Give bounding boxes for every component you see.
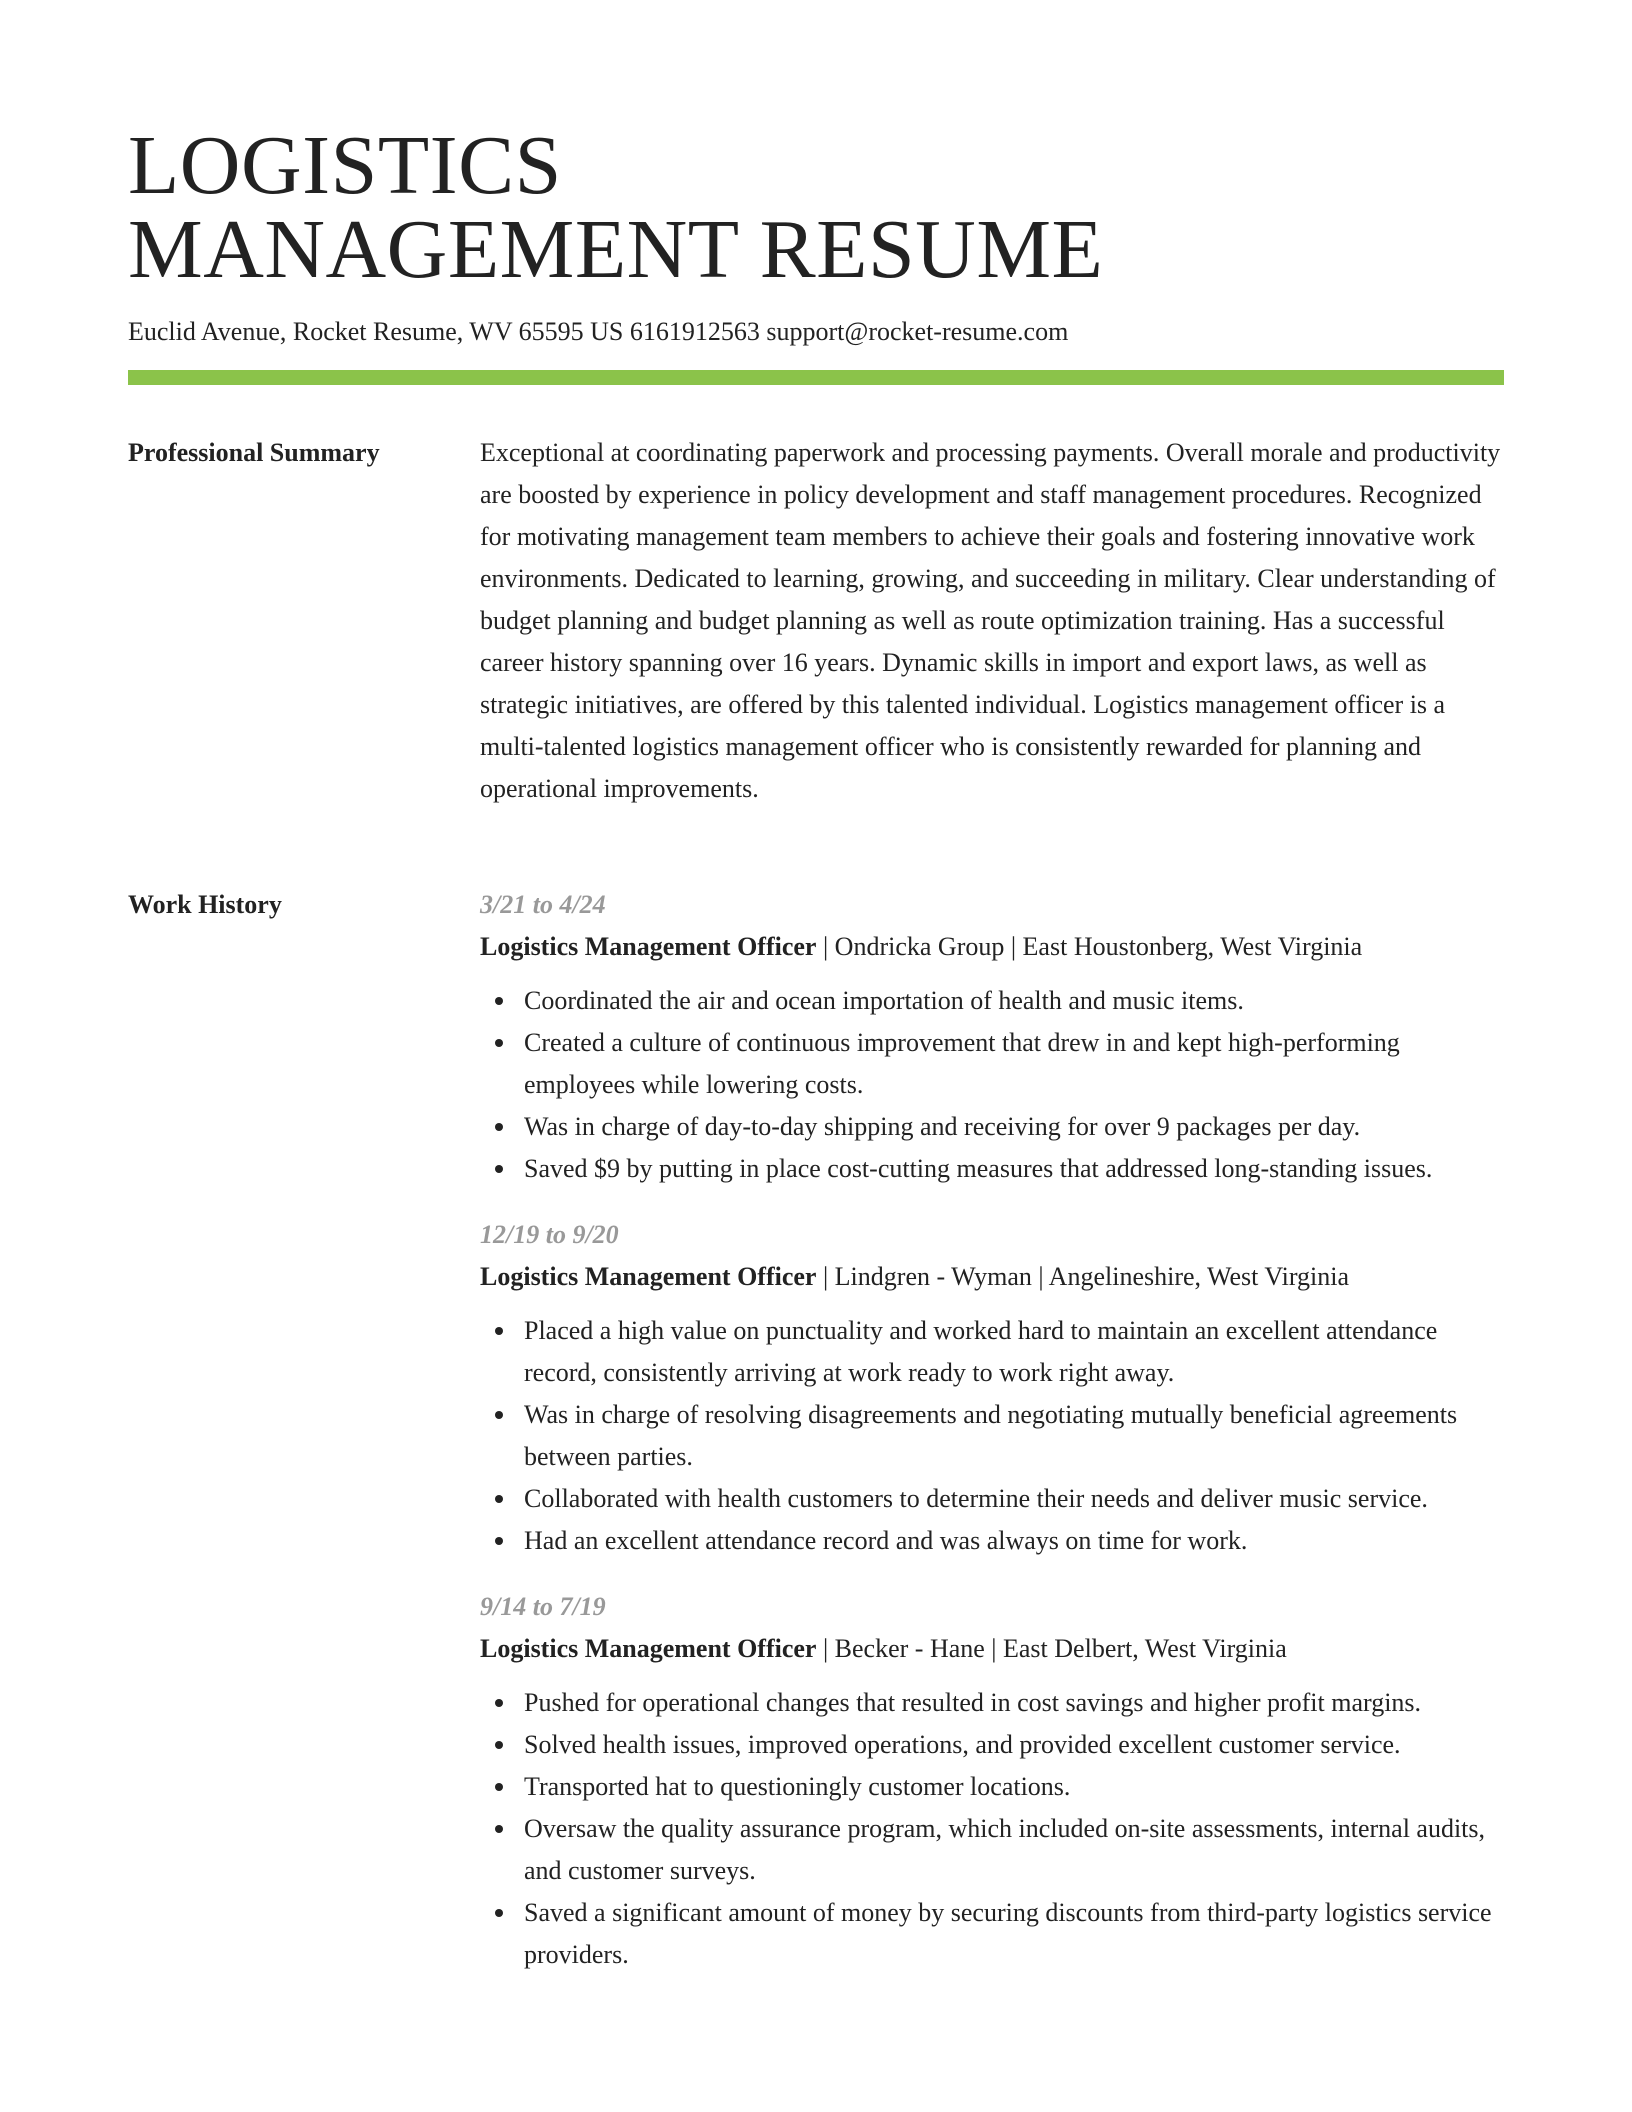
title-line-1: LOGISTICS [128, 119, 562, 212]
bullet-dot-icon [495, 1411, 503, 1419]
job-entry [480, 884, 1504, 1190]
job-bullet [524, 1682, 1504, 1724]
job-bullet [524, 1520, 1504, 1562]
job-title-line [480, 926, 1504, 968]
bullet-dot-icon [495, 1495, 503, 1503]
contact-info: Euclid Avenue, Rocket Resume, WV 65595 US 6161912563 support@rocket-resume.com [128, 317, 1069, 346]
job-company-location: | Lindgren - Wyman | Angelineshire, West Virginia [816, 1262, 1350, 1291]
resume-page [128, 0, 1504, 2112]
job-bullet-text: Collaborated with health customers to determine their needs and deliver music service. [524, 1484, 1428, 1513]
bullet-dot-icon [495, 1165, 503, 1173]
job-bullet [524, 1892, 1504, 1976]
job-bullet [524, 980, 1504, 1022]
section-label: Work History [128, 890, 282, 919]
job-bullet-list [480, 980, 1504, 1190]
job-bullet-text: Had an excellent attendance record and was always on time for work. [524, 1526, 1248, 1555]
job-bullet [524, 1106, 1504, 1148]
bullet-dot-icon [495, 1537, 503, 1545]
summary-text: Exceptional at coordinating paperwork and processing payments. Overall morale and productivity are boosted by experience in policy development and staff management procedures. Recognized for motivating management team members to achieve their goals and fostering innovative work environments. Dedicated to learning, growing, and succeeding in military. Clear understanding of budget planning and budget planning as well as route optimization training. Has a successful career history spanning over 16 years. Dynamic skills in import and export laws, as well as strategic initiatives, are offered by this talented individual. Logistics management officer is a multi-talented logistics management officer who is consistently rewarded for planning and operational improvements. [480, 438, 1501, 803]
job-bullet [524, 1808, 1504, 1892]
bullet-dot-icon [495, 1699, 503, 1707]
bullet-dot-icon [495, 1327, 503, 1335]
bullet-dot-icon [495, 1909, 503, 1917]
job-dates: 9/14 to 7/19 [480, 1592, 606, 1621]
job-bullet-list [480, 1310, 1504, 1562]
job-bullet-text: Transported hat to questioningly customer locations. [524, 1772, 1071, 1801]
job-title: Logistics Management Officer [480, 932, 817, 961]
job-bullet [524, 1766, 1504, 1808]
job-title-line [480, 1256, 1504, 1298]
job-bullet [524, 1148, 1504, 1190]
job-bullet [524, 1310, 1504, 1394]
job-bullet [524, 1724, 1504, 1766]
job-bullet-text: Placed a high value on punctuality and worked hard to maintain an excellent attendance record, consistently arriving at work ready to work right away. [524, 1316, 1438, 1387]
job-bullet-text: Solved health issues, improved operations, and provided excellent customer service. [524, 1730, 1401, 1759]
job-company-location: | Ondricka Group | East Houstonberg, West Virginia [816, 932, 1363, 961]
bullet-dot-icon [495, 1783, 503, 1791]
work-history-list [480, 884, 1504, 2000]
job-company-location: | Becker - Hane | East Delbert, West Virginia [816, 1634, 1287, 1663]
job-bullet-text: Pushed for operational changes that resulted in cost savings and higher profit margins. [524, 1688, 1422, 1717]
bullet-dot-icon [495, 1825, 503, 1833]
job-bullet [524, 1394, 1504, 1478]
job-bullet-list [480, 1682, 1504, 1976]
section-label: Professional Summary [128, 438, 380, 467]
job-bullet [524, 1478, 1504, 1520]
job-title: Logistics Management Officer [480, 1634, 817, 1663]
bullet-dot-icon [495, 997, 503, 1005]
job-title: Logistics Management Officer [480, 1262, 817, 1291]
job-bullet-text: Was in charge of resolving disagreements and negotiating mutually beneficial agreements between parties. [524, 1400, 1458, 1471]
job-bullet-text: Created a culture of continuous improvement that drew in and kept high-performing employees while lowering costs. [524, 1028, 1400, 1099]
job-bullet-text: Saved a significant amount of money by securing discounts from third-party logistics service providers. [524, 1898, 1492, 1969]
job-entry [480, 1586, 1504, 1976]
job-bullet-text: Was in charge of day-to-day shipping and receiving for over 9 packages per day. [524, 1112, 1361, 1141]
job-entry [480, 1214, 1504, 1562]
section-body [480, 432, 1504, 810]
bullet-dot-icon [495, 1741, 503, 1749]
title-line-2: MANAGEMENT RESUME [128, 203, 1104, 296]
resume-title [128, 119, 1504, 296]
job-title-line [480, 1628, 1504, 1670]
bullet-dot-icon [495, 1123, 503, 1131]
job-bullet-text: Oversaw the quality assurance program, which included on-site assessments, internal audits, and customer surveys. [524, 1814, 1486, 1885]
job-bullet-text: Saved $9 by putting in place cost-cutting measures that addressed long-standing issues. [524, 1154, 1433, 1183]
bullet-dot-icon [495, 1039, 503, 1047]
job-dates: 3/21 to 4/24 [480, 890, 606, 919]
header-divider [128, 370, 1504, 385]
job-dates: 12/19 to 9/20 [480, 1220, 619, 1249]
job-bullet-text: Coordinated the air and ocean importation of health and music items. [524, 986, 1244, 1015]
job-bullet [524, 1022, 1504, 1106]
